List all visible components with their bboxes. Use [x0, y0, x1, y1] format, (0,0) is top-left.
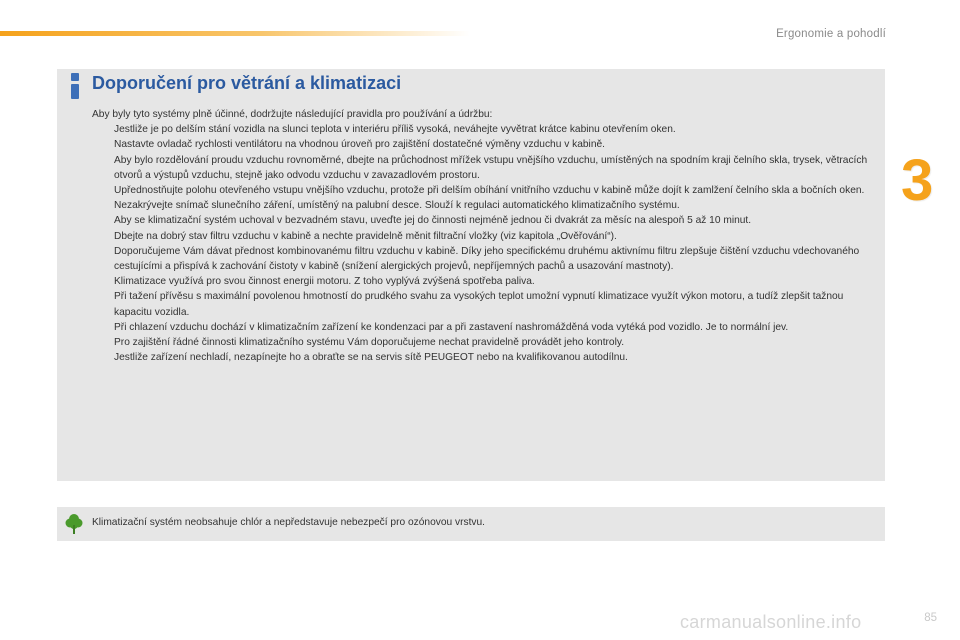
section-header: Ergonomie a pohodlí: [776, 28, 886, 40]
page-number: 85: [924, 612, 937, 624]
list-item: [92, 274, 877, 335]
bullet-text: Jestliže je po delším stání vozidla na slunci teplota v interiéru příliš vysoká, neváhejte vyvětrat krátce kabinu otevřením oken.: [114, 124, 676, 136]
bullet-text: Při chlazení vzduchu dochází v klimatizačním zařízení ke kondenzaci par a při zastavení nashromážděná voda vytéká pod vozidlo. Je to normální jev.: [114, 321, 789, 333]
watermark: carmanualsonline.info: [680, 612, 862, 632]
chapter-number: 3: [901, 148, 934, 213]
eco-box: [57, 507, 885, 541]
list-item: [92, 183, 877, 198]
eco-note: Klimatizační systém neobsahuje chlór a nepředstavuje nebezpečí pro ozónovou vrstvu.: [92, 517, 486, 528]
bullet-text: Dbejte na dobrý stav filtru vzduchu v kabině a nechte pravidelně měnit filtrační vložky (viz kapitola „Ověřování“).: [114, 230, 617, 242]
list-item: [92, 229, 877, 275]
bullet-text: Doporučujeme Vám dávat přednost kombinovanému filtru vzduchu v kabině. Díky jeho specifickému druhému aktivnímu filtru zlepšuje čištění vzduchu vdechovaného cestujícími a přispívá k zachování čistoty v kabině (snížení alergických projevů, nepříjemných pachů a usazování mastnoty).: [114, 245, 860, 273]
box-content: [92, 107, 877, 365]
bullet-text: Aby se klimatizační systém uchoval v bezvadném stavu, uveďte jej do činnosti nejméně jednou či dvakrát za měsíc na alespoň 5 až 10 minut.: [114, 215, 752, 227]
list-item: [92, 213, 877, 228]
info-box: [57, 69, 885, 481]
list-item: [92, 198, 877, 213]
bullet-text: Nezakrývejte snímač slunečního záření, umístěný na palubní desce. Slouží k regulaci automatického klimatizačního systému.: [114, 200, 680, 212]
list-item: [92, 335, 877, 350]
info-icon: [68, 73, 84, 99]
bullet-text: Při tažení přívěsu s maximální povolenou hmotností do prudkého svahu za vysokých teplot umožní vypnutí klimatizace využít výkon motoru, a tudíž zlepšit tažnou kapacitu vozidla.: [114, 291, 844, 318]
leaf-icon: [65, 513, 83, 535]
bullet-text: Aby bylo rozdělování proudu vzduchu rovnoměrné, dbejte na průchodnost mřížek vstupu vnějšího vzduchu, umístěných na spodním kraji čelního skla, trysek, větracích otvorů a výstupů vzduchu, stejně jako odvodu vzduchu v zavazadlovém prostoru.: [114, 154, 868, 181]
list-item: [92, 122, 877, 152]
list-item: [92, 153, 877, 183]
header-accent-bar: [0, 31, 470, 36]
bullet-text: Jestliže zařízení nechladí, nezapínejte ho a obraťte se na servis sítě PEUGEOT nebo na kvalifikovanou autodílnu.: [114, 352, 628, 364]
box-title: Doporučení pro větrání a klimatizaci: [92, 73, 402, 93]
bullet-text: Pro zajištění řádné činnosti klimatizačního systému Vám doporučujeme nechat pravidelně provádět jeho kontroly.: [114, 337, 625, 349]
bullet-text: Upřednostňujte polohu otevřeného vstupu vnějšího vzduchu, protože při delším obíhání vnitřního vzduchu v kabině může dojít k zamlžení čelního skla a bočních oken.: [114, 185, 865, 197]
bullet-text: Nastavte ovladač rychlosti ventilátoru na vhodnou úroveň pro zajištění dostatečné výměny vzduchu v kabině.: [114, 139, 605, 151]
bullet-text: Klimatizace využívá pro svou činnost energii motoru. Z toho vyplývá zvýšená spotřeba paliva.: [114, 276, 535, 288]
list-item: [92, 350, 877, 365]
intro-text: Aby byly tyto systémy plně účinné, dodržujte následující pravidla pro používání a údržbu:: [92, 109, 493, 120]
bullet-list: [92, 122, 877, 365]
